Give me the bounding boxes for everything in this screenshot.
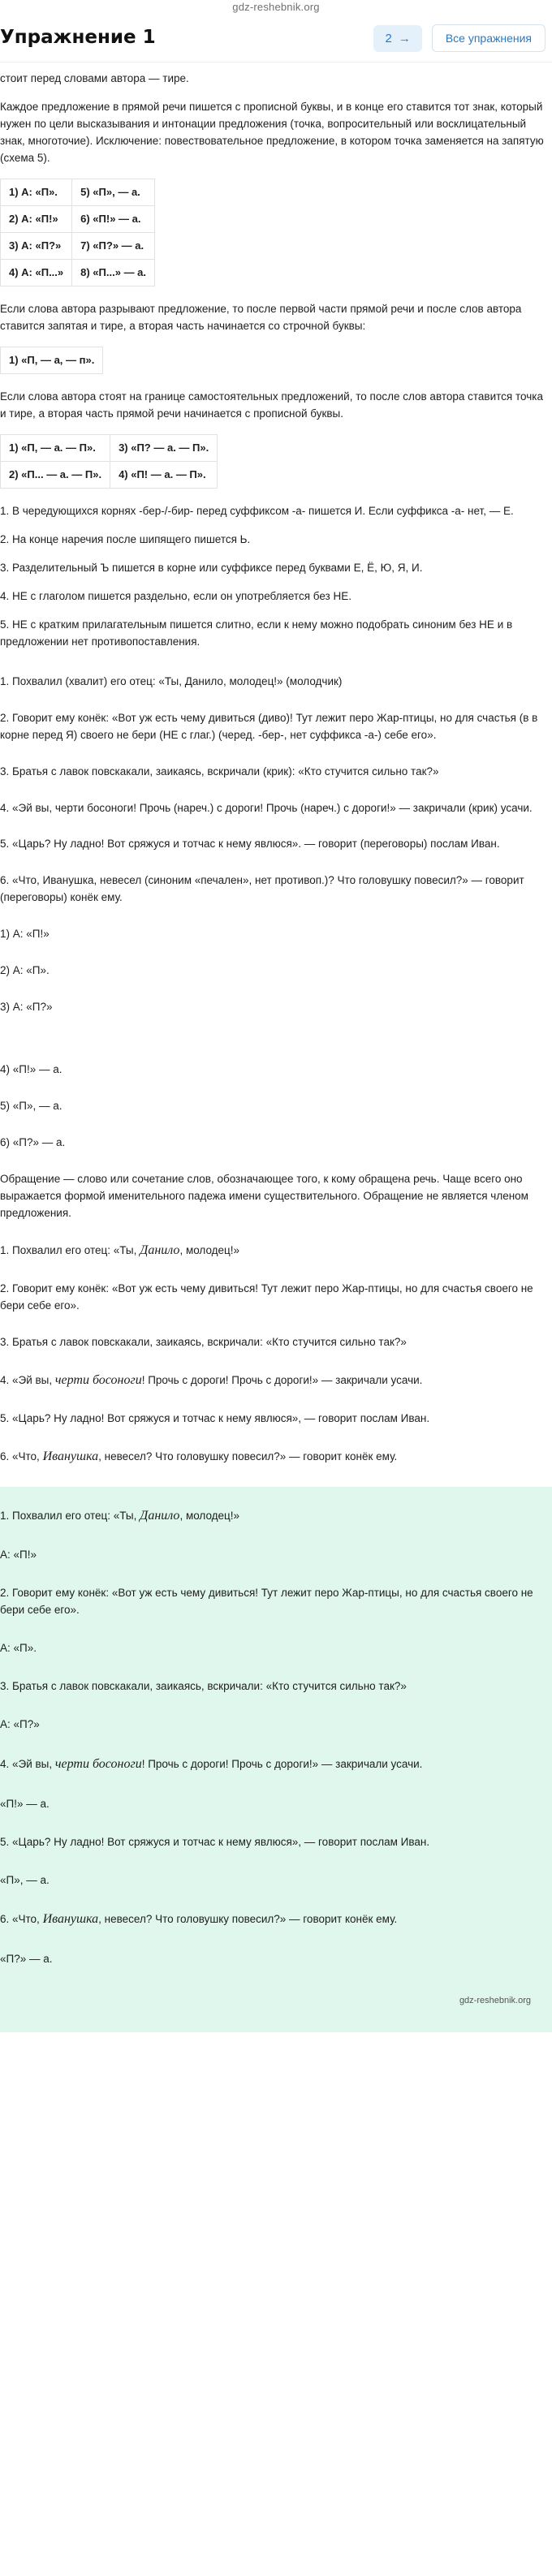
solution-scheme: «П!» — а. [0,1797,50,1810]
scheme-cell: 4) А: «П...» [1,260,72,286]
solution-scheme: А: «П?» [0,1717,40,1730]
next-exercise-button[interactable] [373,25,421,52]
analysis-sentence: 1. Похвалил (хвалит) его отец: «Ты, Данило, молодец!» (молодчик) [0,674,343,687]
scheme-answer: 6) «П?» — а. [0,1135,66,1148]
sentence-text: , невесел? Что головушку повесил?» — говорит конёк ему. [98,1450,398,1462]
scheme-cell: 5) «П», — а. [72,179,155,205]
scheme-row [1,462,218,489]
scheme-row [1,435,218,462]
analysis-sentence: 2. Говорит ему конёк: «Вот уж есть чему дивиться (диво)! Тут лежит перо Жар-птицы, но для счастья (в в корне перед Я) своего не бери (НЕ с глаг.) (черед. -бер-, нет суффикса -а-) себе его». [0,711,538,741]
sentence-text: 6. «Что, [0,1450,43,1462]
site-banner: gdz-reshebnik.org [232,1,320,13]
analysis-sentence: 5. «Царь? Ну ладно! Вот сряжуся и тотчас к нему явлюся». — говорит (переговоры) послам Иван. [0,838,500,851]
solution-sentence [0,1755,542,1775]
sentence-text: , невесел? Что головушку повесил?» — говорит конёк ему. [98,1913,398,1926]
spelling-rule: 3. Разделительный Ъ пишется в корне или суффиксе перед буквами Е, Ё, Ю, Я, И. [0,562,423,575]
sentence-text: 1. Похвалил его отец: «Ты, [0,1509,140,1522]
scheme-answer: 3) А: «П?» [0,1001,53,1014]
theory-text: стоит перед словами автора — тире. [0,72,189,84]
solution-scheme: «П», — а. [0,1873,50,1886]
appeal-word: черти босоноги [54,1373,142,1388]
solution-scheme: А: «П!» [0,1549,37,1562]
appeal-sentence [0,1241,547,1261]
solution-scheme: А: «П». [0,1642,37,1655]
scheme-answer: 1) А: «П!» [0,928,50,941]
sentence-text: 4. «Эй вы, [0,1374,55,1387]
scheme-cell: 2) А: «П!» [1,205,72,232]
scheme-row [1,260,155,286]
spacer [0,1036,547,1058]
solution-sentence: 5. «Царь? Ну ладно! Вот сряжуся и тотчас к нему явлюся», — говорит послам Иван. [0,1835,430,1848]
scheme-cell: 4) «П! — а. — П». [110,462,218,489]
sentence-text: 4. «Эй вы, [0,1757,55,1770]
scheme-table [0,347,103,374]
scheme-cell: 7) «П?» — а. [72,232,155,259]
page-title: Упражнение 1 [0,27,156,49]
scheme-cell: 1) «П, — а. — П». [1,435,110,462]
spelling-rule: 5. НЕ с кратким прилагательным пишется слитно, если к нему можно подобрать синоним без НЕ и в предложении нет противопоставления. [0,618,513,648]
appeal-definition: Обращение — слово или сочетание слов, обозначающее того, к кому обращена речь. Чаще всего оно выражается формой именительного падежа имени существительного. Обращение не является членом предложения. [0,1172,528,1219]
sentence-text: ! Прочь с дороги! Прочь с дороги!» — закричали усачи. [141,1757,423,1770]
scheme-cell: 1) «П, — а, — п». [1,347,103,374]
theory-section [0,62,552,670]
appeal-sentence: 5. «Царь? Ну ладно! Вот сряжуся и тотчас к нему явлюся», — говорит послам Иван. [0,1411,430,1424]
sentence-text: , молодец!» [179,1244,240,1257]
solution-section [0,1487,552,2033]
sentence-text: 1. Похвалил его отец: «Ты, [0,1244,140,1257]
solution-sentence: 3. Братья с лавок повскакали, заикаясь, вскричали: «Кто стучится сильно так?» [0,1680,407,1693]
theory-text: Если слова автора разрывают предложение, то после первой части прямой речи и после слов автора ставится запятая и тире, а вторая часть начинается со строчной буквы: [0,303,522,333]
scheme-answer: 4) «П!» — а. [0,1062,63,1075]
analysis-section [0,674,552,1467]
scheme-cell: 2) «П... — а. — П». [1,462,110,489]
scheme-row [1,232,155,259]
scheme-cell: 1) А: «П». [1,179,72,205]
appeal-word: Данило [140,1243,180,1258]
header-actions [373,24,546,52]
appeal-sentence [0,1447,547,1467]
appeal-sentence [0,1371,547,1391]
analysis-sentence: 4. «Эй вы, черти босоноги! Прочь (нареч.) с дороги! Прочь (нареч.) с дороги!» — закричали (крик) усачи. [0,801,533,814]
scheme-answer: 2) А: «П». [0,964,50,977]
theory-text: Каждое предложение в прямой речи пишется с прописной буквы, и в конце его ставится тот знак, который нужен по цели высказывания и интонации предложения (точка, вопросительный или восклицательный знак, многоточие). Исключение: повествовательное предложение, в котором точка заменяется на запятую (схема 5). [0,100,544,164]
scheme-cell: 3) А: «П?» [1,232,72,259]
solution-sentence [0,1910,542,1930]
solution-sentence: 2. Говорит ему конёк: «Вот уж есть чему дивиться! Тут лежит перо Жар-птицы, но для счастья своего не бери себе его». [0,1587,533,1617]
arrow-right-icon: → [398,31,411,45]
all-exercises-button[interactable]: Все упражнения [432,24,546,52]
sentence-text: , молодец!» [179,1509,240,1522]
watermark: gdz-reshebnik.org [459,1996,531,2006]
scheme-table [0,179,155,287]
spelling-rule: 2. На конце наречия после шипящего пишется Ь. [0,533,251,546]
scheme-answer: 5) «П», — а. [0,1099,63,1112]
sentence-text: ! Прочь с дороги! Прочь с дороги!» — закричали усачи. [141,1374,423,1387]
next-exercise-label: 2 [385,31,392,45]
scheme-row [1,347,103,374]
spelling-rule: 1. В чередующихся корнях -бер-/-бир- перед суффиксом -а- пишется И. Если суффикса -а- нет, — Е. [0,505,514,518]
appeal-word: Иванушка [42,1912,99,1927]
scheme-cell: 6) «П!» — а. [72,205,155,232]
appeal-sentence: 3. Братья с лавок повскакали, заикаясь, вскричали: «Кто стучится сильно так?» [0,1336,407,1349]
appeal-word: черти босоноги [54,1756,142,1771]
scheme-row [1,205,155,232]
scheme-cell: 3) «П? — а. — П». [110,435,218,462]
appeal-sentence: 2. Говорит ему конёк: «Вот уж есть чему дивиться! Тут лежит перо Жар-птицы, но для счастья своего не бери себе его». [0,1282,533,1312]
analysis-sentence: 3. Братья с лавок повскакали, заикаясь, вскричали (крик): «Кто стучится сильно так?» [0,765,439,778]
appeal-word: Иванушка [42,1449,99,1463]
solution-scheme: «П?» — а. [0,1953,53,1966]
exercise-header [0,15,552,62]
scheme-cell: 8) «П...» — а. [72,260,155,286]
spelling-rule: 4. НЕ с глаголом пишется раздельно, если он употребляется без НЕ. [0,590,352,603]
analysis-sentence: 6. «Что, Иванушка, невесел (синоним «печален», нет противоп.)? Что головушку повесил?» — говорит (переговоры) конёк ему. [0,874,524,904]
scheme-row [1,179,155,205]
sentence-text: 6. «Что, [0,1913,43,1926]
theory-text: Если слова автора стоят на границе самостоятельных предложений, то после слов автора ставится точка и тире, а вторая часть прямой речи начинается с прописной буквы. [0,390,543,420]
solution-sentence [0,1506,542,1527]
appeal-word: Данило [140,1508,180,1523]
scheme-table [0,434,218,489]
